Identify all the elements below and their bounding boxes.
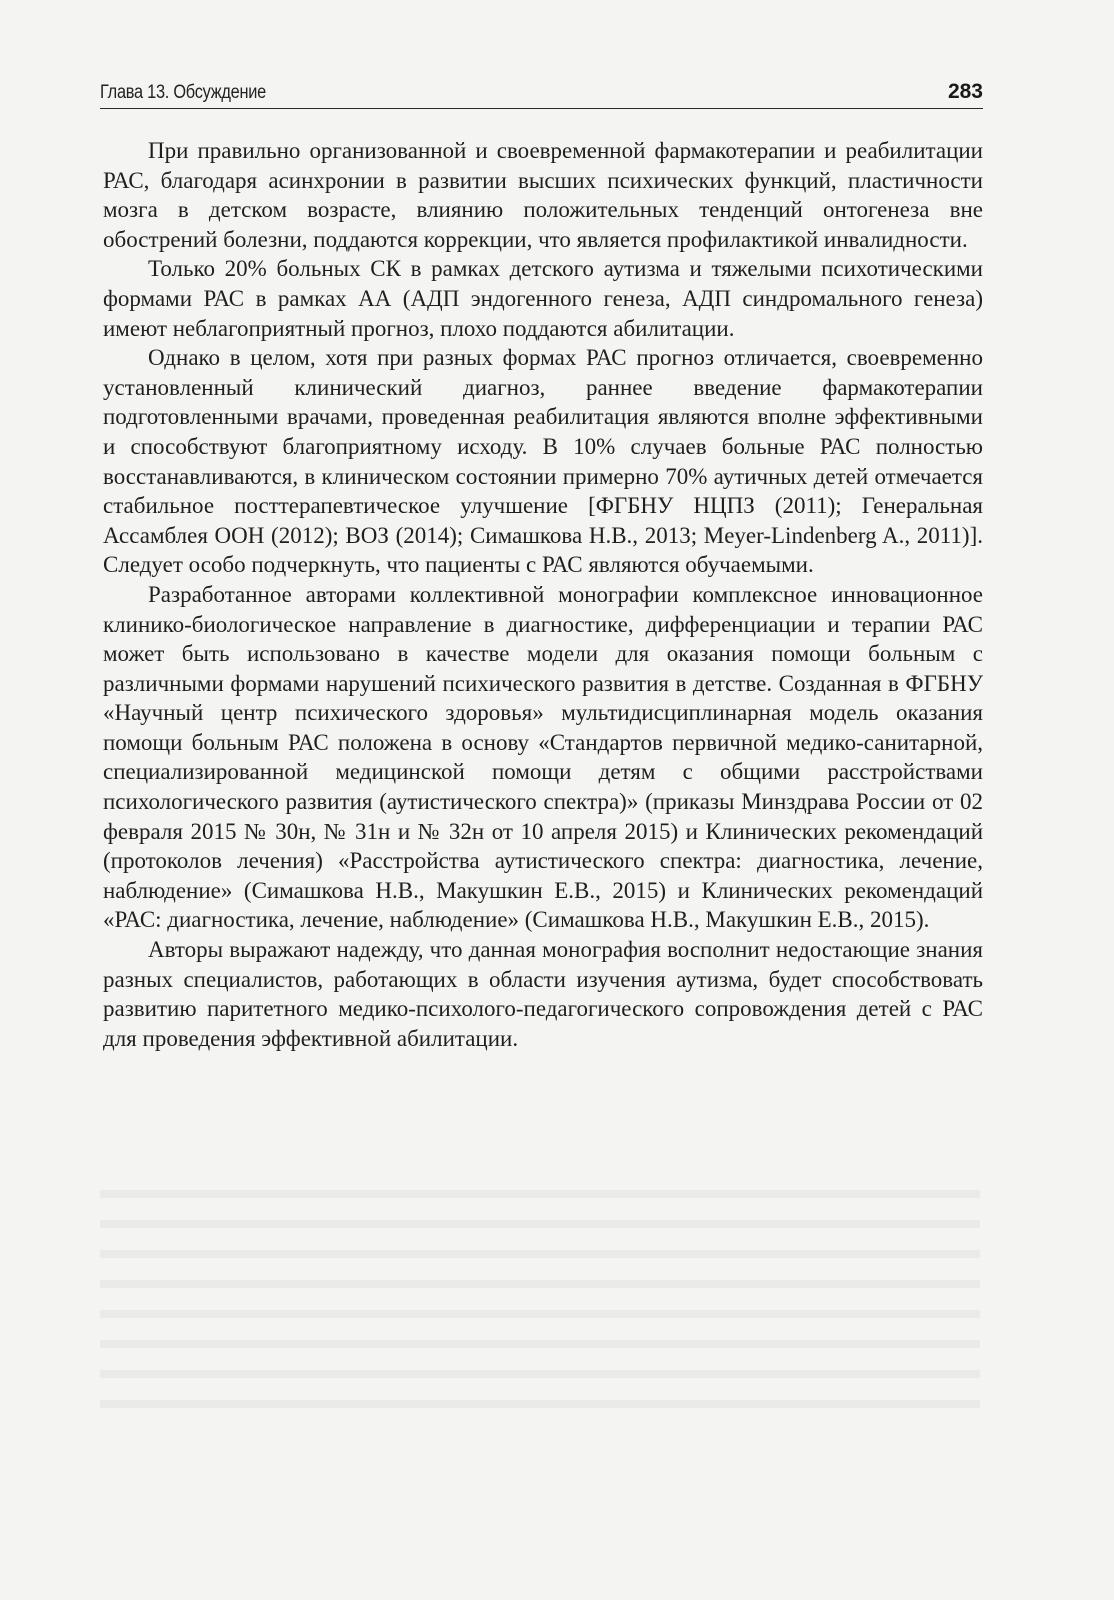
paragraph: Разработанное авторами коллективной монографии комплексное инновационное клинико-биологическое направление в диагностике, дифференциации и терапии РАС может быть использовано в качестве модели для оказания помощи больным с различными формами нарушений психического развития в детстве. Созданная в ФГБНУ «Научный центр психического здоровья» мультидисциплинарная модель оказания помощи больным РАС положена в основу «Стандартов первичной медико-санитарной, специализированной медицинской помощи детям с общими расстройствами психологического развития (аутистического спектра)» (приказы Минздрава России от 02 февраля 2015 № 30н, № 31н и № 32н от 10 апреля 2015) и Клинических рекомендаций (протоколов лечения) «Расстройства аутистического спектра: диагностика, лечение, наблюдение» (Симашкова Н.В., Макушкин Е.В., 2015) и Клинических рекомендаций «РАС: диагностика, лечение, наблюдение» (Симашкова Н.В., Макушкин Е.В., 2015). [103, 581, 983, 933]
body-text [103, 136, 983, 1053]
page-header [100, 80, 983, 109]
page-number: 283 [947, 80, 983, 103]
paragraph: Только 20% больных СК в рамках детского аутизма и тяжелыми психотическими формами РАС в рамках АА (АДП эндогенного генеза, АДП синдромального генеза) имеют неблагоприятный прогноз, плохо поддаются абилитации. [103, 256, 983, 341]
bleed-through-shadow [100, 1190, 980, 1450]
paragraph: Однако в целом, хотя при разных формах РАС прогноз отличается, своевременно установленный клинический диагноз, раннее введение фармакотерапии подготовленными врачами, проведенная реабилитация являются вполне эффективными и способствуют благоприятному исходу. В 10% случаев больные РАС полностью восстанавливаются, в клиническом состоянии примерно 70% аутичных детей отмечается стабильное посттерапевтическое улучшение [ФГБНУ НЦПЗ (2011); Генеральная Ассамблея ООН (2012); ВОЗ (2014); Симашкова Н.В., 2013; Meyer-Lindenberg A., 2011)]. Следует особо подчеркнуть, что пациенты с РАС являются обучаемыми. [103, 345, 983, 578]
paragraph: Авторы выражают надежду, что данная монография восполнит недостающие знания разных специалистов, работающих в области изучения аутизма, будет способствовать развитию паритетного медико-психолого-педагогического сопровождения детей с РАС для проведения эффективной абилитации. [103, 937, 983, 1051]
paragraph: При правильно организованной и своевременной фармакотерапии и реабилитации РАС, благодаря асинхронии в развитии высших психических функций, пластичности мозга в детском возрасте, влиянию положительных тенденций онтогенеза вне обострений болезни, поддаются коррекции, что является профилактикой инвалидности. [103, 138, 983, 252]
chapter-title: Глава 13. Обсуждение [100, 82, 266, 103]
